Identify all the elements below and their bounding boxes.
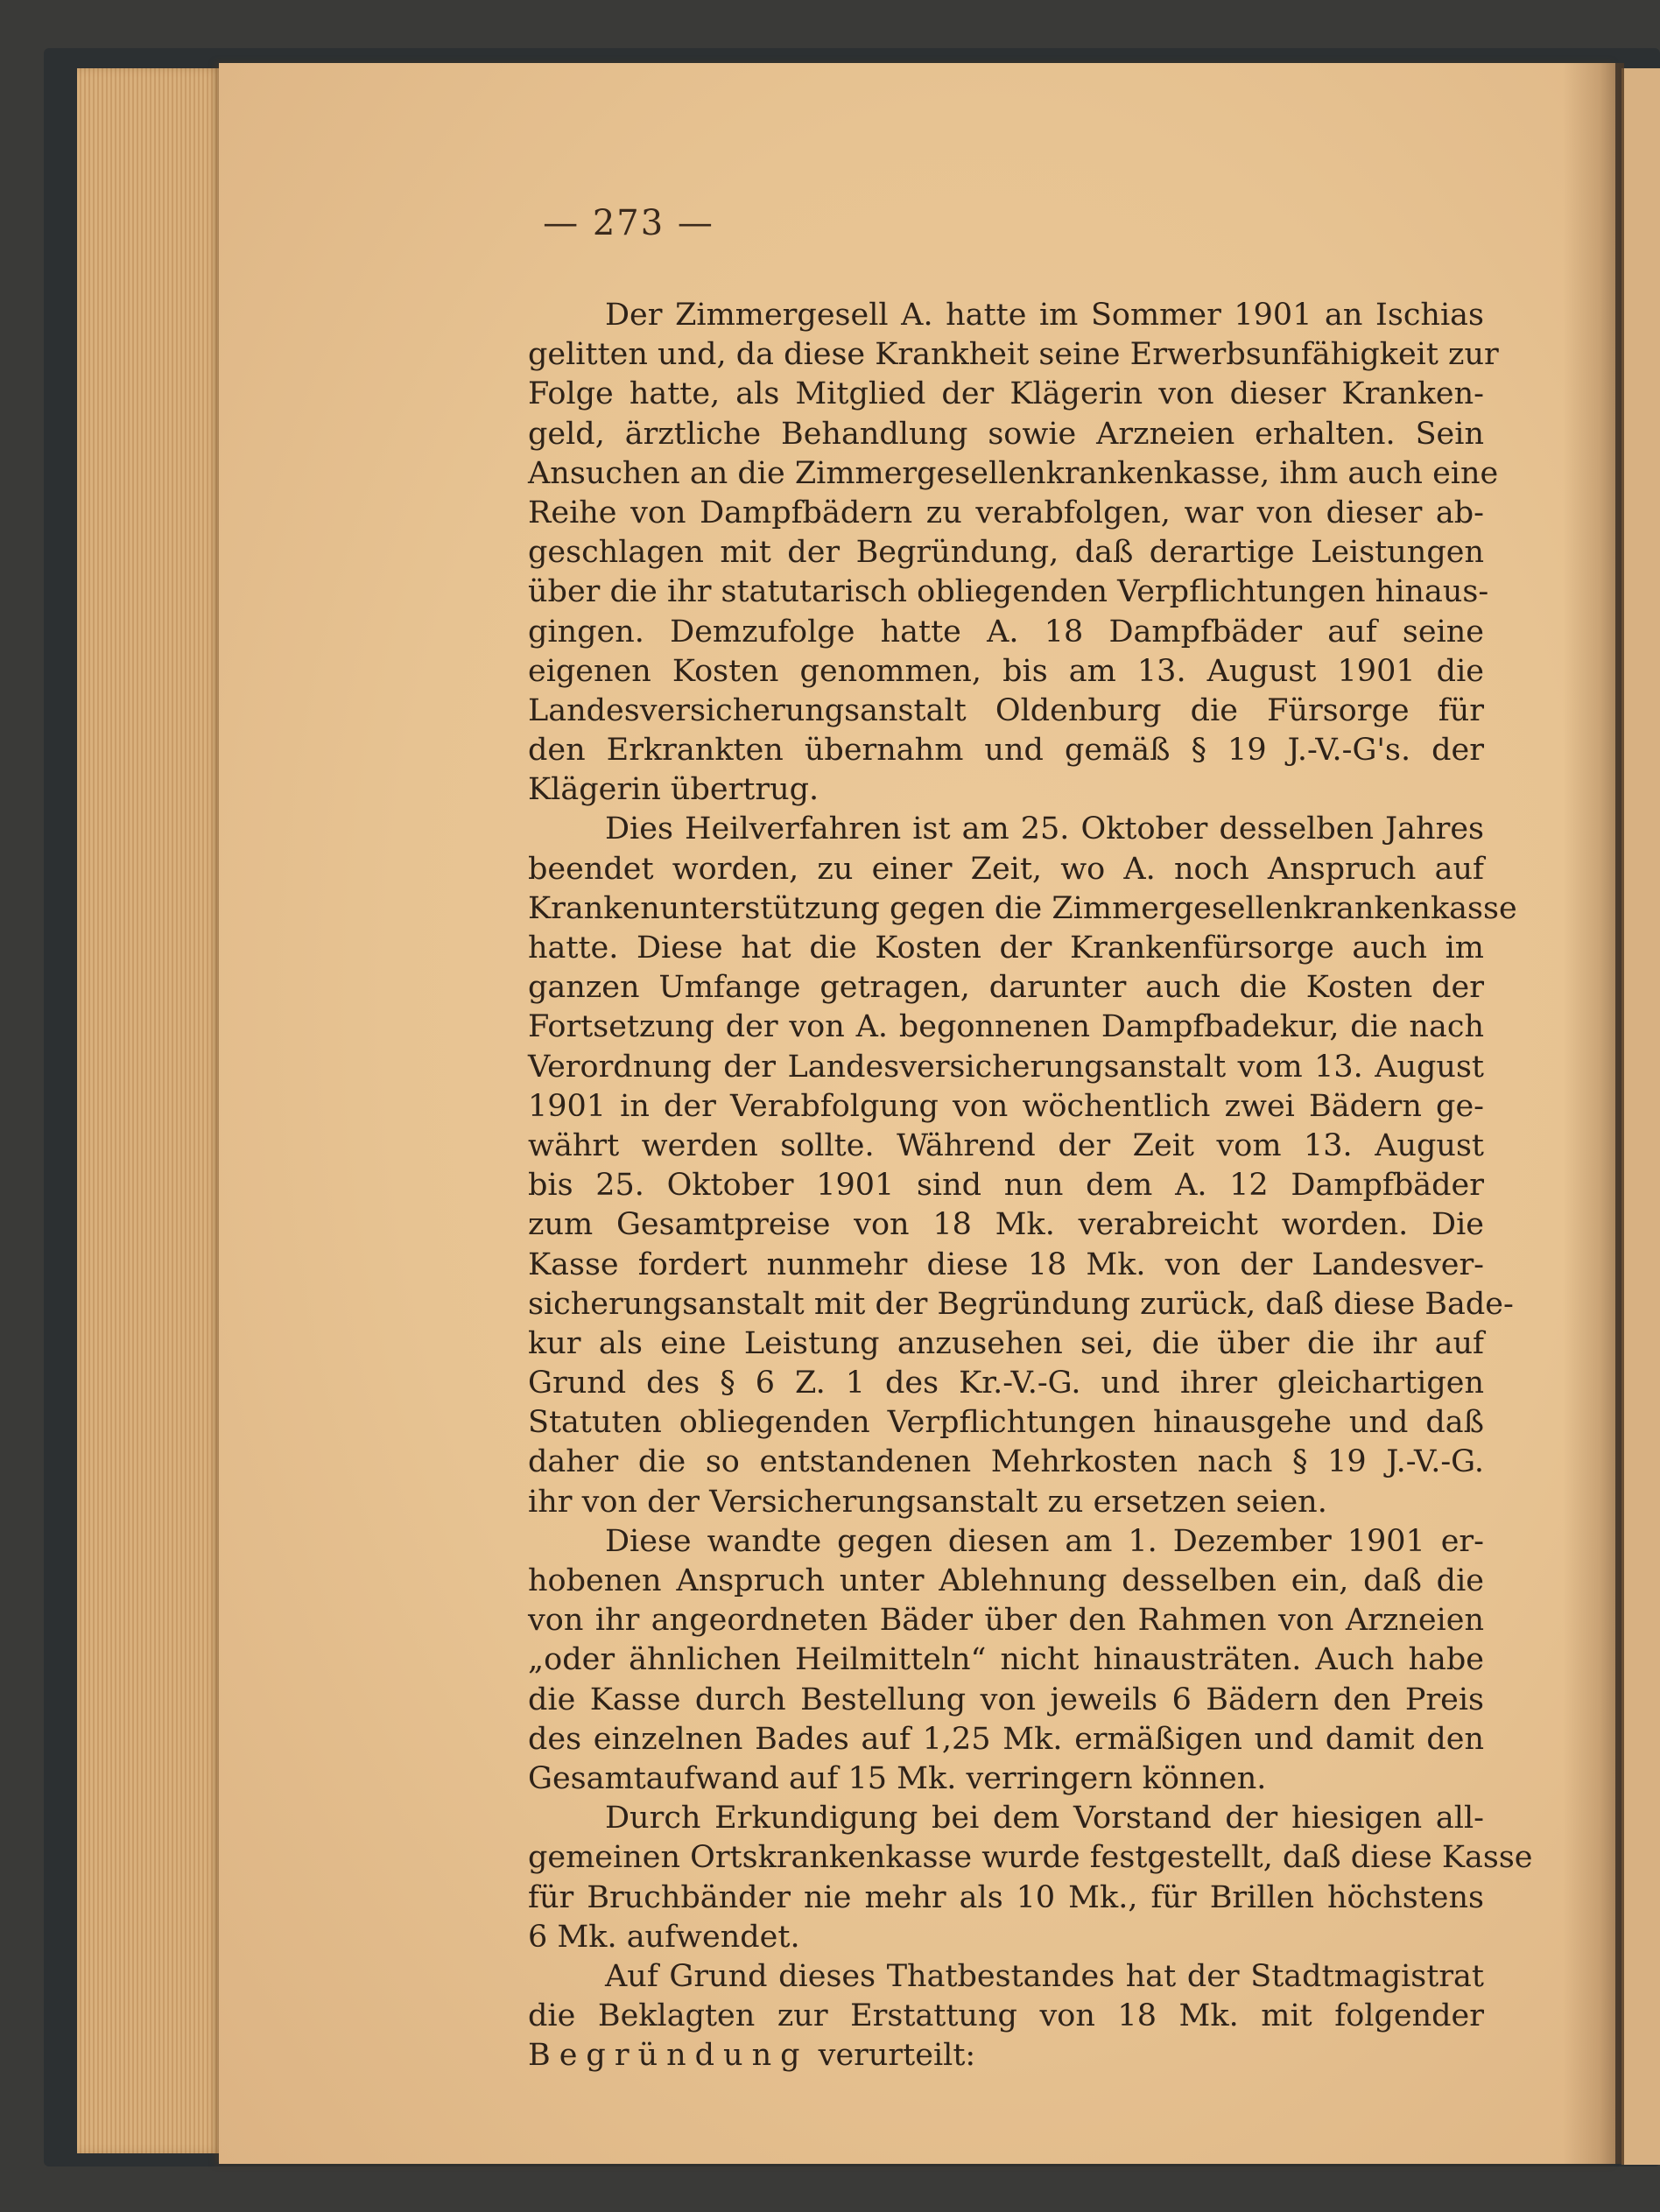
text-line: gemeinen Ortskrankenkasse wurde festgestellt, daß diese Kasse [528,1840,1533,1876]
text-line: Landesversicherungsanstalt Oldenburg die Fürsorge für [528,692,1484,728]
page-number: — 273 — [543,203,714,243]
paragraph [528,1522,1484,1799]
text-line: Statuten obliegenden Verpflichtungen hinausgehe und daß [528,1405,1484,1441]
text-line: ganzen Umfange getragen, darunter auch die Kosten der [528,970,1484,1006]
body-text [528,296,1533,2075]
text-line: zum Gesamtpreise von 18 Mk. verabreicht worden. Die [528,1207,1484,1243]
paragraph [528,1799,1533,1957]
text-line: Ansuchen an die Zimmergesellenkrankenkasse, ihm auch eine [528,455,1499,491]
text-line: die Beklagten zur Erstattung von 18 Mk. mit folgender [528,1998,1484,2034]
text-line: Kasse fordert nunmehr diese 18 Mk. von der Landesver- [528,1246,1484,1282]
page-gutter-shadow [1563,63,1624,2164]
text-line: Fortsetzung der von A. begonnenen Dampfbadekur, die nach [528,1009,1484,1045]
text-line: gelitten und, da diese Krankheit seine Erwerbsunfähigkeit zur [528,337,1499,373]
text-line: hobenen Anspruch unter Ablehnung desselben ein, daß die [528,1563,1484,1598]
text-line: die Kasse durch Bestellung von jeweils 6 Bädern den Preis [528,1682,1484,1717]
text-line: des einzelnen Bades auf 1,25 Mk. ermäßigen und damit den [528,1721,1484,1757]
text-line: Klägerin übertrug. [528,772,819,808]
text-line: 6 Mk. aufwendet. [528,1919,800,1955]
text-line: geld, ärztliche Behandlung sowie Arzneien erhalten. Sein [528,416,1484,452]
text-line: daher die so entstandenen Mehrkosten nach § 19 J.-V.-G. [528,1444,1484,1480]
text-line: „oder ähnlichen Heilmitteln“ nicht hinausträten. Auch habe [528,1642,1484,1678]
paragraph [528,296,1499,810]
text-line: Der Zimmergesell A. hatte im Sommer 1901 an Ischias [605,298,1484,333]
text-line: Dies Heilverfahren ist am 25. Oktober desselben Jahres [605,811,1484,847]
text-line: hatte. Diese hat die Kosten der Krankenfürsorge auch im [528,930,1484,966]
text-line: geschlagen mit der Begründung, daß derartige Leistungen [528,535,1484,571]
text-line: 1901 in der Verabfolgung von wöchentlich zwei Bädern ge- [528,1088,1484,1124]
text-line: ihr von der Versicherungsanstalt zu ersetzen seien. [528,1484,1327,1520]
text-line: Verordnung der Landesversicherungsanstalt vom 13. August [528,1049,1484,1085]
text-line: für Bruchbänder nie mehr als 10 Mk., für Brillen höchstens [528,1879,1484,1915]
text-line [528,2036,1484,2075]
spaced-word: Begründung [528,2038,809,2074]
text-line: Krankenunterstützung gegen die Zimmergesellenkrankenkasse [528,890,1517,926]
facing-page-edge [1621,68,1660,2165]
text-line: Gesamtaufwand auf 15 Mk. verringern können. [528,1760,1267,1796]
paragraph [528,810,1517,1521]
text-line: über die ihr statutarisch obliegenden Verpflichtungen hinaus- [528,574,1489,610]
text-line: bis 25. Oktober 1901 sind nun dem A. 12 Dampfbäder [528,1168,1484,1204]
text-line: Folge hatte, als Mitglied der Klägerin von dieser Kranken- [528,376,1484,412]
text-line: Diese wandte gegen diesen am 1. Dezember 1901 er- [605,1523,1484,1559]
text-line: gingen. Demzufolge hatte A. 18 Dampfbäder auf seine [528,614,1484,650]
text-line: von ihr angeordneten Bäder über den Rahmen von Arzneien [528,1603,1484,1639]
page-edges [77,68,226,2153]
text-line: Reihe von Dampfbädern zu verabfolgen, war von dieser ab- [528,495,1484,530]
text-line: den Erkrankten übernahm und gemäß § 19 J.-V.-G's. der [528,733,1484,769]
text-line: Grund des § 6 Z. 1 des Kr.-V.-G. und ihrer gleichartigen [528,1366,1484,1401]
text-line: sicherungsanstalt mit der Begründung zurück, daß diese Bade- [528,1286,1514,1322]
text-line: kur als eine Leistung anzusehen sei, die über die ihr auf [528,1325,1484,1361]
text-line: Durch Erkundigung bei dem Vorstand der hiesigen all- [605,1801,1484,1836]
paragraph [528,1957,1484,2076]
line-tail: verurteilt: [808,2038,976,2074]
text-line: eigenen Kosten genommen, bis am 13. August 1901 die [528,653,1484,689]
text-line: beendet worden, zu einer Zeit, wo A. noch Anspruch auf [528,851,1484,887]
text-line: währt werden sollte. Während der Zeit vom 13. August [528,1127,1484,1163]
text-line: Auf Grund dieses Thatbestandes hat der Stadtmagistrat [605,1958,1484,1994]
